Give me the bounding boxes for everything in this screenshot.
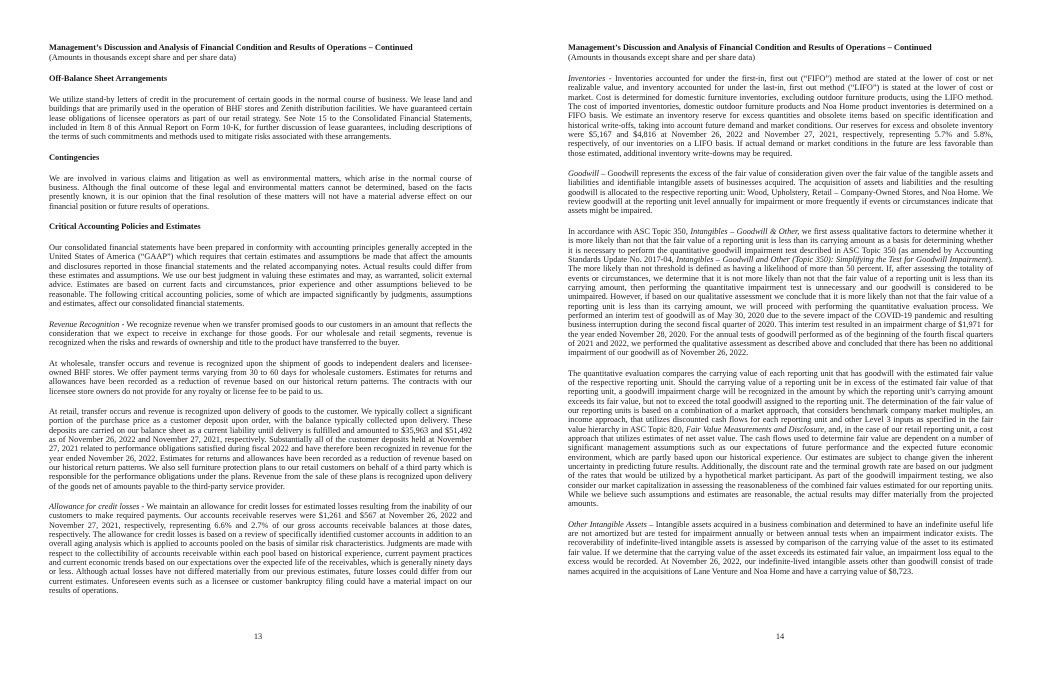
paragraph-off-balance: We utilize stand-by letters of credit in the procurement of certain goods in the normal course of business. We lease land and buildings that are primarily used in the operation of BHF stores and Zenith distribution facilities. We have guaranteed certain lease obligations of licensee operators as part of our retail strategy. See Note 15 to the Consolidated Financial Statements, included in Item 8 of this Annual Report on Form 10-K, for further discussion of lease guarantees, including descriptions of the terms of such commitments and methods used to mitigate risks associated with these arrangements. <box>49 95 472 142</box>
inventories-text: - Inventories accounted for under the first-in, first out (“FIFO”) method are stated at the lower of cost or net realizable value, and inventory accounted for under the last-in, first out method (“LIFO”) is stated at the lower of cost or market. Cost is determined for domestic furniture inventories, excluding outdoor furniture products, using the LIFO method. The cost of imported inventories, domestic outdoor furniture products and Noa Home product inventories is determined on a FIFO basis. We estimate an inventory reserve for excess quantities and obsolete items based on specific identification and historical write-offs, taking into account future demand and market conditions. Our reserves for excess and obsolete inventory were $5,167 and $4,816 at November 26, 2022 and November 27, 2021, respectively, representing 5.7% and 5.8%, respectively, of our inventories on a LIFO basis. If actual demand or market conditions in the future are less favorable than those estimated, additional inventory write-downs may be required. <box>568 74 993 158</box>
heading-contingencies: Contingencies <box>49 152 100 162</box>
asc-text-2: we first assess qualitative factors to determine whether it is more likely than not that the fair value of a reporting unit is less than its carrying amount as a basis for determining whether it is necessary to perform the quantitative goodwill impairment test described in ASC Topic 350 (as amended by Accounting Standards Update No. 2017-04, <box>568 226 993 264</box>
allowance-label: Allowance for credit losses <box>49 502 140 511</box>
page-header-subtitle: (Amounts in thousands except share and per share data) <box>49 53 236 62</box>
other-text: – Intangible assets acquired in a business combination and determined to have an indefinite useful life are not amortized but are tested for impairment annually or between annual tests when an impairment indicator exists. The recoverability of indefinite-lived intangible assets is assessed by comparison of the carrying value of the asset to its estimated fair value. If we determine that the carrying value of the asset exceeds its estimated fair value, an impairment loss equal to the excess would be recorded. At November 26, 2022, our indefinite-lived intangible assets other than goodwill consist of trade names acquired in the acquisitions of Lane Venture and Noa Home and have a carrying value of $8,723. <box>568 519 994 576</box>
paragraph-quantitative <box>568 369 993 509</box>
revenue-text: - We recognize revenue when we transfer promised goods to our customers in an amount that reflects the consideration that we expect to receive in exchange for those goods. For our wholesale and retail segments, revenue is recognized when the risks and rewards of ownership and title to the product have transferred to the buyer. <box>49 319 472 348</box>
paragraph-revenue-recognition <box>49 320 472 348</box>
allowance-text: - We maintain an allowance for credit losses for estimated losses resulting from the inability of our customers to make required payments. Our accounts receivable reserves were $1,261 and $567 at November 26, 2022 and November 27, 2021, respectively, representing 6.6% and 2.7% of our gross accounts receivable balances at those dates, respectively. The allowance for credit losses is based on a review of specifically identified customer accounts in addition to an overall aging analysis which is applied to accounts pooled on the basis of similar risk characteristics. Judgments are made with respect to the collectibility of accounts receivable within each pool based on historical experience, current payment practices and current economic trends based on our expectations over the expected life of the receivables, which is generally ninety days or less. Although actual losses have not differed materially from our previous estimates, future losses could differ from our current estimates. Unforeseen events such as a licensee or customer bankruptcy filing could have a material impact on our results of operations. <box>49 502 472 596</box>
asc-text-3: ). The more likely than not threshold is defined as having a likelihood of more than 50 percent. If, after assessing the totality of events or circumstances, we determine that it is not more likely than not that the fair value of a reporting unit is less than its carrying amount, then performing the quantitative impairment test is unnecessary and our goodwill is considered to be unimpaired. However, if based on our qualitative assessment we conclude that it is more likely than not that the fair value of a reporting unit is less than its carrying amount, we will proceed with performing the quantitative evaluation process. We performed an interim test of goodwill as of May 30, 2020 due to the severe impact of the COVID-19 pandemic and resulting business interruption during the second fiscal quarter of 2020. This interim test resulted in an impairment charge of $1,971 for the year ended November 28, 2020. For the annual tests of goodwill performed as of the beginning of the fourth fiscal quarters of 2021 and 2022, we performed the qualitative assessment as described above and concluded that there has been no additional impairment of our goodwill as of November 26, 2022. <box>568 254 994 358</box>
paragraph-wholesale: At wholesale, transfer occurs and revenue is recognized upon the shipment of goods to independent dealers and licensee-owned BHF stores. We offer payment terms varying from 30 to 60 days for wholesale customers. Estimates for returns and allowances have been recorded as a reduction of revenue based on our historical return patterns. The contracts with our licensee store owners do not provide for any royalty or license fee to be paid to us. <box>49 358 472 396</box>
quant-italic: Fair Value Measurements and Disclosure <box>685 424 825 434</box>
paragraph-allowance <box>49 502 472 595</box>
page-header-title: Management’s Discussion and Analysis of Financial Condition and Results of Operations – Continued <box>568 43 932 52</box>
page-header-subtitle: (Amounts in thousands except share and per share data) <box>568 53 755 62</box>
page-14 <box>568 43 993 587</box>
paragraph-goodwill <box>568 169 993 216</box>
paragraph-retail: At retail, transfer occurs and revenue is recognized upon delivery of goods to the customer. We typically collect a significant portion of the purchase price as a customer deposit upon order, with the balance typically collected upon delivery. These deposits are carried on our balance sheet as a current liability until delivery is fulfilled and amounted to $35,963 and $51,492 as of November 26, 2022 and November 27, 2021, respectively. Substantially all of the customer deposits held at November 27, 2021 related to performance obligations satisfied during fiscal 2022 and have therefore been recognized in revenue for the year ended November 26, 2022. Estimates for returns and allowances have been recorded as a reduction of revenue based on our historical return patterns. We also sell furniture protection plans to our retail customers on behalf of a third party which is responsible for the performance obligations under the plans. Revenue from the sale of these plans is recognized upon delivery of the goods net of amounts payable to the third-party service provider. <box>49 406 472 491</box>
page-13 <box>49 43 472 606</box>
page-number-14: 14 <box>775 632 785 641</box>
asc-italic-1: Intangibles – Goodwill & Other, <box>690 226 800 236</box>
inventories-label: Inventories <box>568 74 606 83</box>
paragraph-inventories <box>568 74 993 158</box>
paragraph-other-intangibles <box>568 520 993 576</box>
heading-critical-policies: Critical Accounting Policies and Estimates <box>49 222 201 232</box>
quant-text-1: The quantitative evaluation compares the carrying value of each reporting unit that has goodwill with the estimated fair value of the respective reporting unit. Should the carrying value of a reporting unit be in excess of the estimated fair value of that reporting unit, a goodwill impairment charge will be recognized in the amount by which the reporting unit’s carrying amount exceeds its fair value, but not to exceed the total goodwill assigned to the reporting unit. The determination of the fair value of our reporting units is based on a combination of a market approach, that considers benchmark company market multiples, an income approach, that utilizes discounted cash flows for each reporting unit and other Level 3 inputs as specified in the fair value hierarchy in ASC Topic 820, <box>568 368 993 434</box>
paragraph-asc-350 <box>568 227 993 358</box>
asc-text-1: In accordance with ASC Topic 350, <box>568 226 691 236</box>
paragraph-critical-policies: Our consolidated financial statements have been prepared in conformity with accounting principles generally accepted in the United States of America (“GAAP”) which requires that certain estimates and assumptions be made that affect the amounts and disclosures reported in those financial statements and the related accompanying notes. Actual results could differ from these estimates and assumptions. We use our best judgment in valuing these estimates and may, as warranted, solicit external advice. Estimates are based on current facts and circumstances, prior experience and other assumptions believed to be reasonable. The following critical accounting policies, some of which are impacted significantly by judgments, assumptions and estimates, affect our consolidated financial statements. <box>49 243 472 309</box>
page-number-13: 13 <box>253 632 263 641</box>
paragraph-contingencies: We are involved in various claims and litigation as well as environmental matters, which arise in the normal course of business. Although the final outcome of these legal and environmental matters cannot be determined, based on the facts presently known, it is our opinion that the final resolution of these matters will not have a material adverse effect on our financial position or future results of operations. <box>49 173 472 211</box>
page-header-title: Management’s Discussion and Analysis of Financial Condition and Results of Operations – Continued <box>49 43 413 52</box>
asc-italic-2: Intangibles – Goodwill and Other (Topic 350): Simplifying the Test for Goodwill Impairment <box>676 254 989 264</box>
goodwill-text: – Goodwill represents the excess of the fair value of consideration given over the fair value of the tangible assets and liabilities and identifiable intangible assets of businesses acquired. The acquisition of assets and liabilities and the resulting goodwill is allocated to the respective reporting unit: Wood, Upholstery, Retail – Company-Owned Stores, and Noa Home. We review goodwill at the reporting unit level annually for impairment or more frequently if events or circumstances indicate that assets might be impaired. <box>568 169 993 216</box>
other-label: Other Intangible Assets <box>568 519 647 529</box>
quant-text-2: , and, in the case of our retail reporting unit, a cost approach that utilizes estimates of net asset value. The cash flows used to determine fair value are dependent on a number of significant management assumptions such as our expectations of future performance and the expected future economic environment, which are partly based upon our historical experience. Our estimates are subject to change given the inherent uncertainty in predicting future results. Additionally, the discount rate and the terminal growth rate are based on our judgment of the rates that would be utilized by a hypothetical market participant. As part of the goodwill impairment testing, we also consider our market capitalization in assessing the reasonableness of the combined fair values estimated for our reporting units. While we believe such assumptions and estimates are reasonable, the actual results may differ materially from the projected amounts. <box>568 424 993 509</box>
heading-off-balance: Off-Balance Sheet Arrangements <box>49 74 168 83</box>
goodwill-label: Goodwill <box>568 169 599 179</box>
revenue-label: Revenue Recognition <box>49 319 120 329</box>
